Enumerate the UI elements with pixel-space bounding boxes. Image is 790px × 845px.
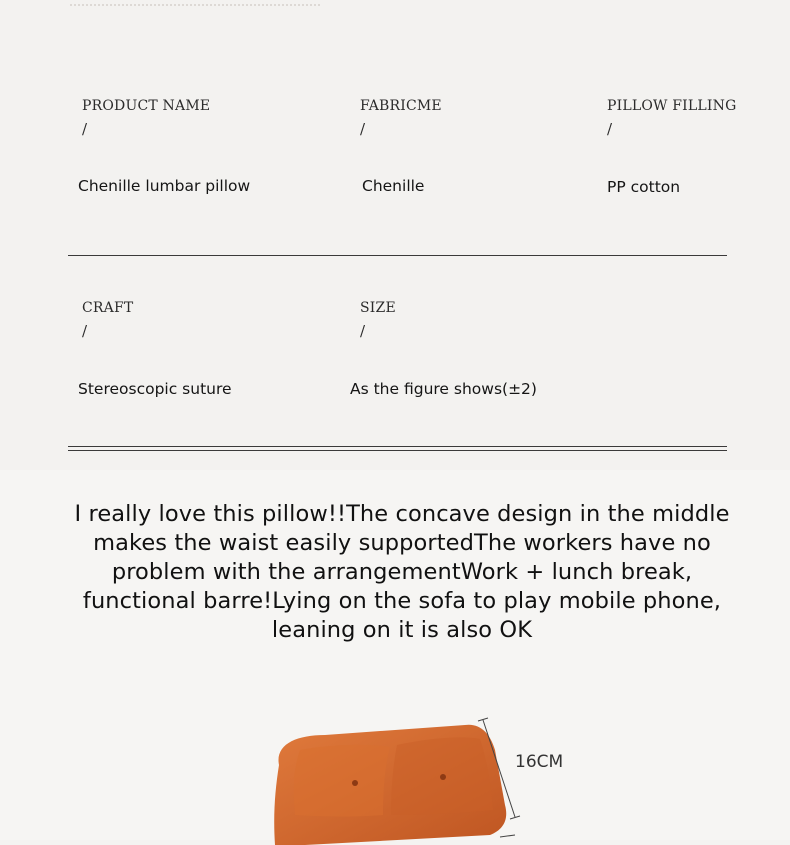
spec-value-size: As the figure shows(±2) <box>350 380 537 398</box>
spec-label-size: SIZE <box>360 300 396 316</box>
dimension-label: 16CM <box>515 752 564 772</box>
spec-label-product-name: PRODUCT NAME <box>82 98 211 114</box>
spec-slash-size: / <box>360 322 366 340</box>
spec-value-craft: Stereoscopic suture <box>78 380 232 398</box>
divider-line <box>68 255 727 256</box>
top-decorative-fragment <box>70 0 320 6</box>
spec-value-pillow-filling: PP cotton <box>607 178 681 196</box>
spec-label-craft: CRAFT <box>82 300 134 316</box>
spec-slash-product-name: / <box>82 120 88 138</box>
spec-label-pillow-filling: PILLOW FILLING <box>607 98 737 114</box>
pillow-image <box>265 705 585 845</box>
review-text: I really love this pillow!!The concave design in the middle makes the waist easily supportedThe workers have no problem with the arrangementWork + lunch break, functional barre!Lying on the sofa to play mobile phone, leaning on it is also OK <box>74 501 730 643</box>
spec-label-fabric: FABRICME <box>360 98 442 114</box>
spec-value-product-name: Chenille lumbar pillow <box>78 177 251 195</box>
spec-slash-craft: / <box>82 322 88 340</box>
spec-value-fabric: Chenille <box>362 177 425 195</box>
pillow-button-left <box>352 780 358 786</box>
double-rule-top <box>68 446 727 447</box>
spec-slash-pillow-filling: / <box>607 120 613 138</box>
double-rule-bottom <box>68 450 727 451</box>
pillow-tuft-left <box>294 745 390 817</box>
pillow-button-right <box>440 774 446 780</box>
spec-slash-fabric: / <box>360 120 366 138</box>
dimension-tick-lower <box>500 835 515 837</box>
